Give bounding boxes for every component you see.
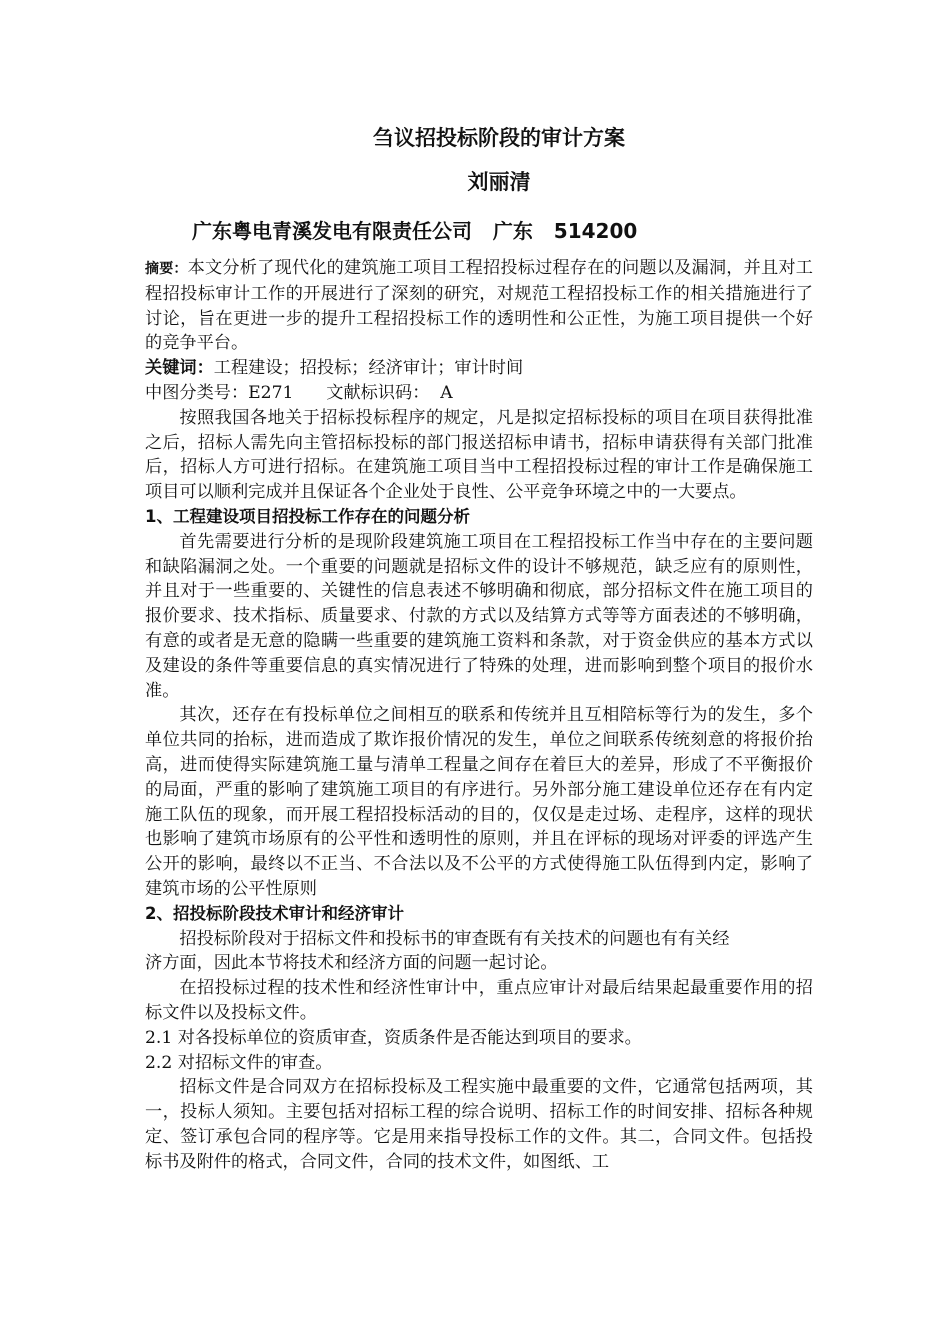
section-2-paragraph-1-line-2: 济方面，因此本节将技术和经济方面的问题一起讨论。 xyxy=(145,953,558,974)
section-2-paragraph-2: 在招投标过程的技术性和经济性审计中，重点应审计对最后结果起最重要作用的招标文件以及投标文件。 xyxy=(145,978,813,1023)
classification-line: 中图分类号：E271 文献标识码： A xyxy=(145,382,453,403)
keywords-text: 工程建设；招投标；经济审计；审计时间 xyxy=(213,358,524,379)
list-item-2-2: 2.2 对招标文件的审查。 xyxy=(145,1052,333,1073)
document-page xyxy=(145,118,813,1174)
section-2-paragraph-1 xyxy=(145,927,813,977)
intro-paragraph: 按照我国各地关于招标投标程序的规定，凡是拟定招标投标的项目在项目获得批准之后，招标人需先向主管招标投标的部门报送招标申请书，招标申请获得有关部门批准后，招标人方可进行招标。在建筑施工项目当中工程招投标过程的审计工作是确保施工项目可以顺利完成并且保证各个企业处于良性、公平竞争环境之中的一大要点。 xyxy=(145,407,813,503)
section-1-paragraph-1: 首先需要进行分析的是现阶段建筑施工项目在工程招投标工作当中存在的主要问题和缺陷漏洞之处。一个重要的问题就是招标文件的设计不够规范，缺乏应有的原则性，并且对于一些重要的、关键性的信息表述不够明确和彻底，部分招标文件在施工项目的报价要求、技术指标、质量要求、付款的方式以及结算方式等等方面表述的不够明确，有意的或者是无意的隐瞒一些重要的建筑施工资料和条款，对于资金供应的基本方式以及建设的条件等重要信息的真实情况进行了特殊的处理，进而影响到整个项目的报价水准。 xyxy=(145,531,813,701)
list-item-2-1: 2.1 对各投标单位的资质审查，资质条件是否能达到项目的要求。 xyxy=(145,1027,642,1048)
abstract-label: 摘要： xyxy=(145,261,188,277)
section-2-paragraph-1-line-1: 招投标阶段对于招标文件和投标书的审查既有有关技术的问题也有有关经 xyxy=(179,928,730,949)
author-name: 刘丽清 xyxy=(467,170,531,194)
section-1-heading: 1、工程建设项目招投标工作存在的问题分析 xyxy=(145,506,470,526)
keywords xyxy=(145,356,813,381)
abstract-text: 本文分析了现代化的建筑施工项目工程招投标过程存在的问题以及漏洞，并且对工程招投标审计工作的开展进行了深刻的研究，对规范工程招投标工作的相关措施进行了讨论，旨在更进一步的提升工程招投标工作的透明性和公正性，为施工项目提供一个好的竞争平台。 xyxy=(145,258,813,354)
author-affiliation: 广东粤电青溪发电有限责任公司 广东 514200 xyxy=(192,219,638,243)
paper-title: 刍议招投标阶段的审计方案 xyxy=(373,126,625,150)
section-2-paragraph-3: 招标文件是合同双方在招标投标及工程实施中最重要的文件，它通常包括两项，其一，投标人须知。主要包括对招标工程的综合说明、招标工作的时间安排、招标各种规定、签订承包合同的程序等。它是用来指导投标工作的文件。其二，合同文件。包括投标书及附件的格式，合同文件，合同的技术文件，如图纸、工 xyxy=(145,1077,813,1172)
section-2-heading: 2、招投标阶段技术审计和经济审计 xyxy=(145,903,404,923)
keywords-label: 关键词： xyxy=(145,358,214,379)
abstract xyxy=(145,256,813,356)
section-1-paragraph-2: 其次，还存在有投标单位之间相互的联系和传统并且互相陪标等行为的发生，多个单位共同的抬标，进而造成了欺诈报价情况的发生，单位之间联系传统刻意的将报价抬高，进而使得实际建筑施工量与清单工程量之间存在着巨大的差异，形成了不平衡报价的局面，严重的影响了建筑施工项目的有序进行。另外部分施工建设单位还存在有内定施工队伍的现象，而开展工程招投标活动的目的，仅仅是走过场、走程序，这样的现状也影响了建筑市场原有的公平性和透明性的原则，并且在评标的现场对评委的评选产生公开的影响，最终以不正当、不合法以及不公平的方式使得施工队伍得到内定，影响了建筑市场的公平性原则 xyxy=(145,705,813,899)
